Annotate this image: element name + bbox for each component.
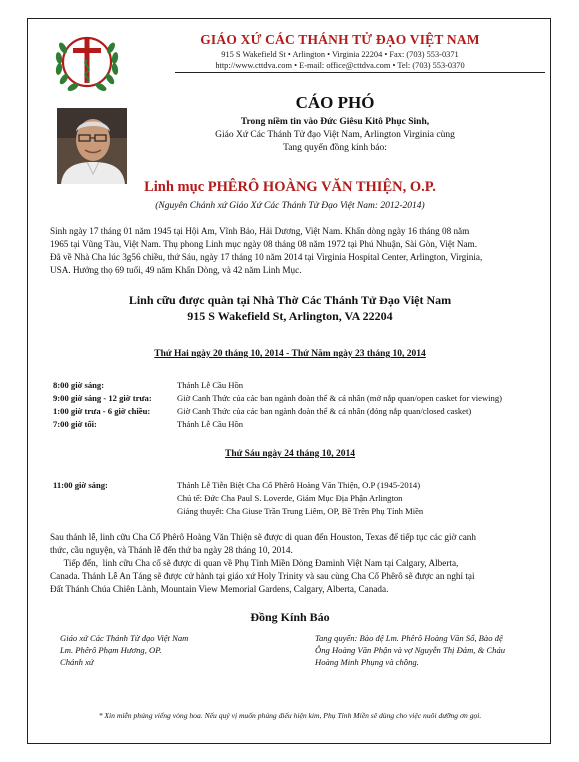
parish-name: GIÁO XỨ CÁC THÁNH TỬ ĐẠO VIỆT NAM [200, 32, 480, 47]
notice-line-1: Trong niềm tin vào Đức Giêsu Kitô Phục Sinh, [240, 117, 430, 127]
viewing-location: Linh cữu được quàn tại Nhà Thờ Các Thánh Tử Đạo Việt Nam [128, 293, 452, 307]
paragraph-line: thức, cầu nguyện, và Thánh lễ đến thứ ba ngày 28 tháng 10, 2014. [50, 545, 293, 555]
schedule-row [53, 419, 244, 429]
schedule-row [53, 406, 472, 416]
signoff-title: Đồng Kính Báo [250, 610, 330, 624]
biography-line: USA. Hưởng thọ 69 tuổi, 49 năm Khấn Dòng, và 42 năm Linh Mục. [50, 265, 302, 275]
schedule-row [53, 380, 244, 390]
signoff-line: Hoàng Minh Phụng và chồng. [315, 657, 419, 667]
biography-line: Đã về Nhà Cha lúc 3g56 chiều, thứ Sáu, ngày 17 tháng 10 năm 2014 tại Virginia Hospital Center, Arlington, Virginia, [50, 252, 483, 262]
viewing-address: 915 S Wakefield St, Arlington, VA 22204 [187, 309, 393, 323]
schedule-event: Giờ Canh Thức của các ban ngành đoàn thể & cá nhân (đóng nắp quan/closed casket) [177, 406, 472, 416]
paragraph-line: Sau thánh lễ, linh cữu Cha Cố Phêrô Hoàng Văn Thiện sẽ được di quan đến Houston, Texas để tiếp tục các giờ canh [50, 532, 476, 542]
notice-line-3: Tang quyến đồng kính báo: [283, 143, 387, 153]
schedule-event: Thánh Lễ Tiễn Biệt Cha Cố Phêrô Hoàng Văn Thiện, O.P (1945-2014) [177, 480, 421, 490]
schedule-time: 9:00 giờ sáng - 12 giờ trưa: [53, 393, 152, 403]
schedule-time: 1:00 giờ trưa - 6 giờ chiều: [53, 406, 151, 416]
period-1-heading: Thứ Hai ngày 20 tháng 10, 2014 - Thứ Năm ngày 23 tháng 10, 2014 [154, 349, 426, 359]
schedule-event: Giảng thuyết: Cha Giuse Trần Trung Liêm, OP, Bề Trên Phụ Tỉnh Miền [177, 506, 424, 516]
biography [50, 225, 555, 277]
schedule-time: 7:00 giờ tối: [53, 419, 97, 429]
parish-contact: http://www.cttdva.com • E-mail: office@cttdva.com • Tel: (703) 553-0370 [215, 61, 465, 70]
schedule-time: 8:00 giờ sáng: [53, 380, 105, 390]
portrait-image [57, 108, 127, 184]
parish-address: 915 S Wakefield St • Arlington • Virginia 22204 • Fax: (703) 553-0371 [221, 50, 459, 59]
schedule-event: Thánh Lễ Cầu Hồn [177, 419, 244, 429]
notice-title: CÁO PHÓ [295, 93, 375, 112]
signoff-line: Tang quyến: Bào đệ Lm. Phêrô Hoàng Văn Sổ, Bào đệ [315, 633, 503, 643]
period-2-heading: Thứ Sáu ngày 24 tháng 10, 2014 [224, 449, 356, 459]
schedule-event: Giờ Canh Thức của các ban ngành đoàn thể & cá nhân (mở nắp quan/open casket for viewing) [177, 393, 503, 403]
schedule-row [53, 480, 421, 490]
after-paragraph [50, 531, 555, 596]
paragraph-line: Canada. Thánh Lễ An Táng sẽ được cử hành tại giáo xứ Holy Trinity và sau cùng Cha Cố Phêrô sẽ được an nghỉ tại [50, 571, 475, 581]
notice-line-2: Giáo Xứ Các Thánh Tử đạo Việt Nam, Arlington Virginia cùng [215, 130, 455, 140]
deceased-name: Linh mục PHÊRÔ HOÀNG VĂN THIỆN, O.P. [144, 179, 436, 195]
schedule-event: Thánh Lễ Cầu Hồn [177, 380, 244, 390]
footnote: * Xin miễn phúng viếng vòng hoa. Nếu quý vị muốn phúng điếu hiện kim, Phụ Tỉnh Miền sẽ dùng cho việc nuôi dưỡng ơn gọi. [98, 711, 482, 720]
paragraph-line: Tiếp đến, linh cữu Cha cố sẽ được di quan về Phụ Tỉnh Miền Dòng Đaminh Việt Nam tại Calgary, Alberta, [50, 558, 459, 568]
header-divider [175, 72, 545, 73]
schedule-row [53, 393, 503, 403]
paragraph-line: Đất Thánh Chúa Chiên Lành, Mountain View Memorial Gardens, Calgary, Alberta, Canada. [50, 584, 389, 594]
biography-line: Sinh ngày 17 tháng 01 năm 1945 tại Hội Am, Vĩnh Bảo, Hải Dương, Việt Nam. Khấn dòng ngày 16 tháng 08 năm [50, 226, 470, 236]
biography-line: 1965 tại Vũng Tàu, Việt Nam. Thụ phong Linh mục ngày 08 tháng 08 năm 1972 tại Phú Nhuận, Sài Gòn, Việt Nam. [50, 239, 478, 249]
parish-logo [51, 26, 123, 98]
signoff-right [315, 632, 505, 668]
signoff-line: Giáo xứ Các Thánh Tử đạo Việt Nam [60, 633, 189, 643]
priest-portrait [57, 108, 127, 184]
deceased-title: (Nguyên Chánh xứ Giáo Xứ Các Thánh Tử Đạo Việt Nam: 2012-2014) [155, 201, 425, 211]
signoff-line: Ông Hoàng Văn Phận và vợ Nguyễn Thị Đảm, & Cháu [315, 645, 506, 655]
schedule-event: Chủ tế: Đức Cha Paul S. Loverde, Giám Mục Địa Phận Arlington [177, 493, 403, 503]
schedule-time: 11:00 giờ sáng: [53, 480, 108, 490]
signoff-line: Lm. Phêrô Phạm Hương, OP. [60, 645, 162, 655]
signoff-left [60, 632, 188, 668]
signoff-line: Chánh xứ [60, 657, 94, 667]
parish-logo-icon [51, 26, 123, 98]
